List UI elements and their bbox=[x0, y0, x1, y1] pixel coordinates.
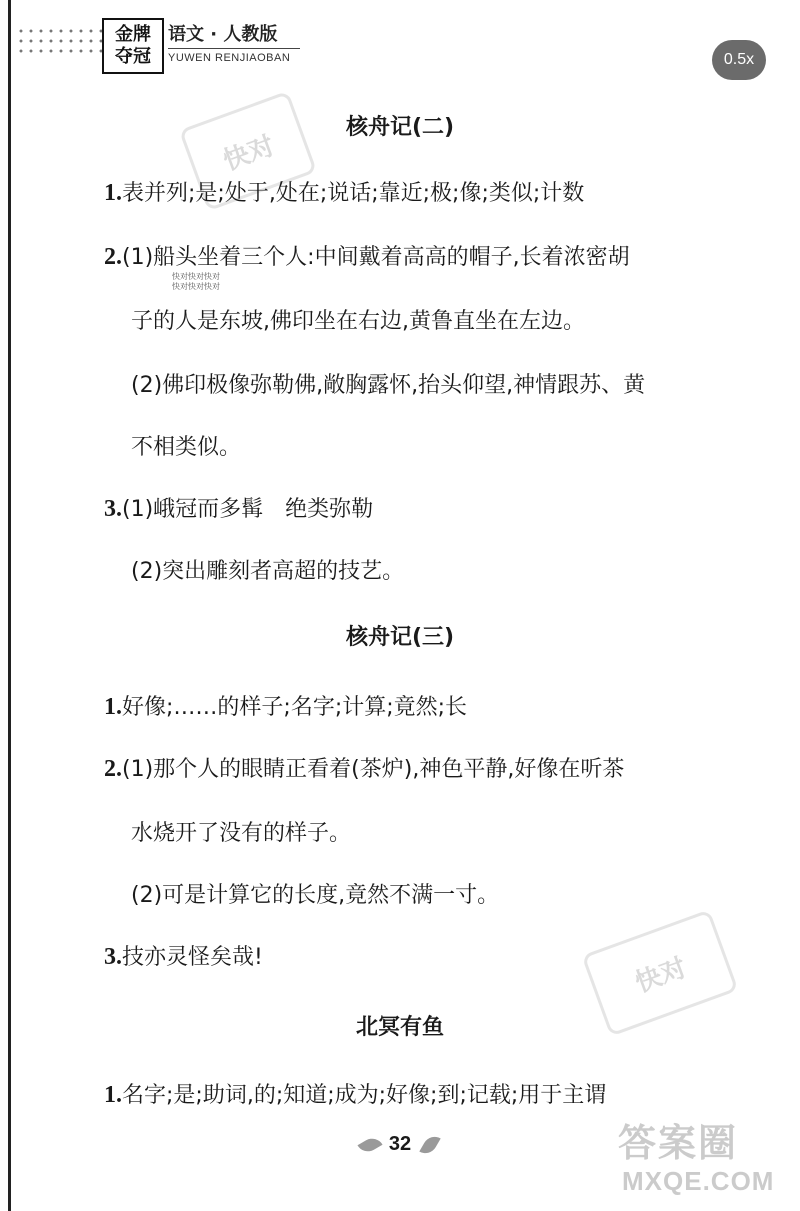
item-number: 1. bbox=[104, 180, 122, 206]
site-watermark-url: MXQE.COM bbox=[622, 1166, 775, 1196]
logo-line-1: 金牌 bbox=[115, 24, 151, 45]
answer-line bbox=[104, 492, 373, 523]
item-number: 1. bbox=[104, 1082, 122, 1108]
answer-text: (2)佛印极像弥勒佛,敞胸露怀,抬头仰望,神情跟苏、黄 bbox=[131, 373, 646, 398]
answer-line bbox=[131, 554, 404, 585]
item-number: 1. bbox=[104, 694, 122, 720]
answer-text: 名字;是;助词,的;知道;成为;好像;到;记载;用于主谓 bbox=[122, 1083, 607, 1108]
answer-text: 表并列;是;处于,处在;说话;靠近;极;像;类似;计数 bbox=[122, 181, 585, 206]
answer-line bbox=[131, 816, 351, 847]
answer-line bbox=[131, 304, 585, 335]
answer-text: 好像;……的样子;名字;计算;竟然;长 bbox=[122, 695, 468, 720]
answer-line bbox=[104, 176, 584, 207]
brand-logo bbox=[102, 18, 164, 74]
answer-line bbox=[104, 1078, 606, 1109]
header-dot-pattern bbox=[16, 26, 104, 54]
answer-line bbox=[131, 368, 645, 399]
item-number: 2. bbox=[104, 756, 122, 782]
answer-text: 技亦灵怪矣哉! bbox=[122, 945, 263, 970]
leaf-icon bbox=[419, 1132, 440, 1157]
answer-line bbox=[104, 752, 624, 783]
answer-line bbox=[104, 240, 630, 271]
answer-text: 子的人是东坡,佛印坐在右边,黄鲁直坐在左边。 bbox=[131, 309, 585, 334]
answer-text: 不相类似。 bbox=[131, 435, 242, 460]
page-number: 32 bbox=[388, 1133, 412, 1155]
book-subtitle: YUWEN RENJIAOBAN bbox=[168, 52, 291, 64]
item-number: 2. bbox=[104, 244, 122, 270]
answer-text: (1)船头坐着三个人:中间戴着高高的帽子,长着浓密胡 bbox=[122, 245, 630, 270]
answer-text: (2)突出雕刻者高超的技艺。 bbox=[131, 559, 405, 584]
leaf-icon bbox=[357, 1134, 382, 1155]
answer-line bbox=[104, 690, 467, 721]
header-divider bbox=[168, 48, 300, 49]
playback-speed-button[interactable]: 0.5x bbox=[712, 40, 766, 80]
book-title: 语文 · 人教版 bbox=[168, 24, 278, 45]
answer-line bbox=[104, 940, 263, 971]
watermark-stamp: 快对 bbox=[581, 909, 738, 1036]
answer-text: (1)那个人的眼睛正看着(茶炉),神色平静,好像在听茶 bbox=[122, 757, 625, 782]
answer-text: (2)可是计算它的长度,竟然不满一寸。 bbox=[131, 883, 500, 908]
answer-line bbox=[131, 430, 241, 461]
section-title: 核舟记(二) bbox=[345, 115, 455, 140]
answer-text: (1)峨冠而多髯 绝类弥勒 bbox=[122, 497, 374, 522]
item-number: 3. bbox=[104, 496, 122, 522]
stamp-tiny-text: 快对快对快对 快对快对快对 bbox=[172, 272, 220, 291]
answer-line bbox=[131, 878, 499, 909]
watermark-stamp: 快对 bbox=[179, 91, 317, 211]
item-number: 3. bbox=[104, 944, 122, 970]
section-title: 核舟记(三) bbox=[345, 625, 455, 650]
logo-line-2: 夺冠 bbox=[115, 46, 151, 67]
section-title: 北冥有鱼 bbox=[355, 1015, 444, 1040]
site-watermark: 答案圈 bbox=[618, 1123, 739, 1165]
answer-text: 水烧开了没有的样子。 bbox=[131, 821, 352, 846]
